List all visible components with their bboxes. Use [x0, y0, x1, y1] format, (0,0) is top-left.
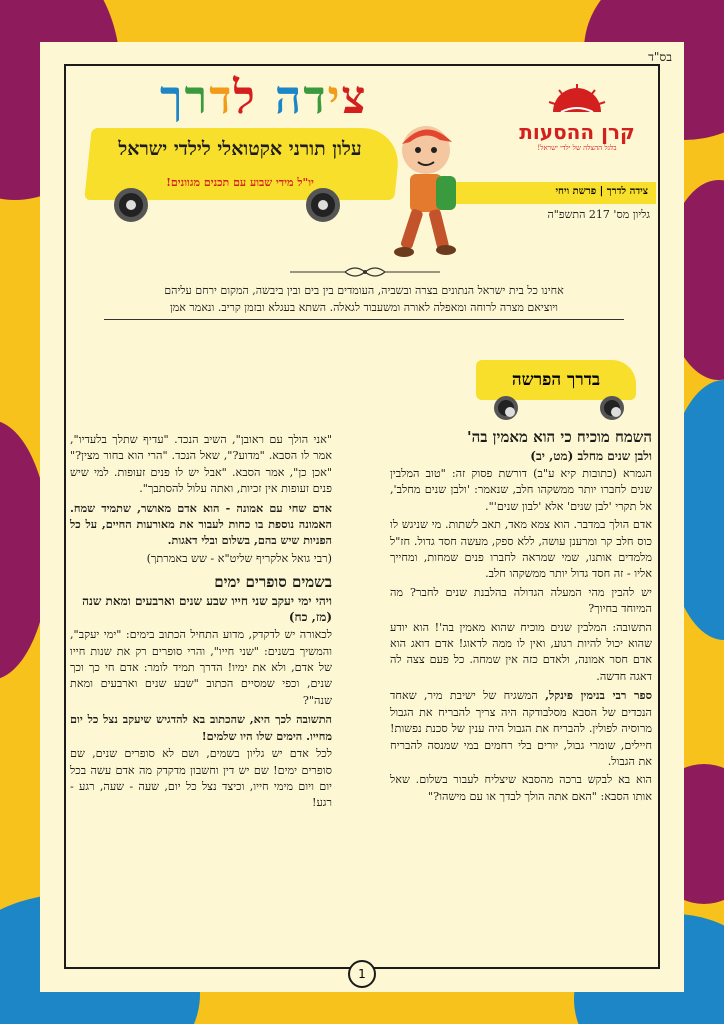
newsletter-page — [40, 42, 684, 992]
sunrise-book-icon — [547, 82, 607, 116]
title-letter: י — [327, 70, 342, 124]
page-number: 1 — [348, 960, 376, 988]
bold-paragraph: אדם שחי עם אמונה - הוא אדם מאושר, שתמיד שמח. האמונה נוספת בו כחות לעבור את מאורעות החיים, על כל הפניות שיש בהם, בשלום ובלי דאגות. — [70, 500, 332, 548]
section-badge: בדרך הפרשה — [476, 360, 636, 400]
article-heading: בשמים סופרים ימים — [214, 573, 332, 592]
paragraph: "אני הולך עם ראובן", השיב הנכד. "עדיף שתלך בלעדיו", אמר לו הסבא. "מדוע?", שאל הנכד. "הרי הוא בחור מצין?" "אכן כן", אמר הסבא. "אבל יש לו פנים זעופות. למי שיש פנים זעופות אין זכיות, ואתה עלול להסתבך". — [70, 433, 332, 496]
wheel-icon — [114, 188, 148, 222]
title-letter: ד — [303, 70, 328, 124]
title-logo — [80, 70, 430, 250]
org-tagline: בלגל ההצלה של ילדי ישראל! — [537, 144, 617, 152]
paragraph: הוא בא לבקש ברכה מהסבא שיצליח לעבור בשלום. שאל אותו הסבא: "האם אתה הולך לבדך או עם מישהו?" — [390, 773, 652, 803]
paragraph: אדם הולך במדבר. הוא צמא מאד, תאב לשתות. מי שניגש לו כוס חלב קר ומרענן עושה, ללא ספק, מעשה חסד גדול. חז"ל מלמדים אותנו, שמי שמראה לחברו פנים שמחות, ומחייך אליו - זה חסד גדול יותר ממשקהו חלב. — [390, 518, 652, 581]
wheel-icon — [494, 396, 518, 420]
paragraph: הגמרא (כתובות קיא ע"ב) דורשת פסוק זה: "טוב המלבין שנים לחברו יותר ממשקהו חלב, שנאמר: 'ולבן שנים מחלב', אל תקרי 'לבן שנים' אלא 'לבון שנים'". — [390, 467, 652, 513]
title-letter: ך — [160, 70, 185, 124]
issue-bar: צידה לדרך | פרשת ויחי — [456, 182, 656, 204]
brand-title — [160, 70, 368, 124]
prayer-block — [104, 282, 624, 316]
ornament-divider-icon — [290, 264, 440, 280]
paragraph: לכל אדם יש גליון בשמים, ושם לא סופרים שנים, שם סופרים ימים! שם יש דין וחשבון מדקדק מה אדם עשה בכל יום ויום מימי חייו, וכיצד נצל כל יום, שעה - שעה, רגע - רגע! — [70, 747, 332, 810]
verse-subheading: ולבן שנים מחלב (מט, יב) — [530, 449, 652, 463]
title-letter: ר — [184, 70, 210, 124]
prayer-line: אחינו כל בית ישראל הנתונים בצרה ובשביה, העומדים בין בים ובין ביבשה, המקום ירחם עליהם — [164, 284, 564, 297]
article-heading: השמח מוכיח כי הוא מאמין בה' — [467, 428, 652, 446]
paragraph: התשובה: המלבין שנים מוכיח שהוא מאמין בה'! הוא יודע שהוא יכול להיות רגוע, ואין לו ממה לדאוג! אדם דואג הוא אדם חסר אמונה, ולאדם כזה אין שמחה. כל פעם צצה לה דאגה חדשה. — [390, 620, 652, 683]
wheel-icon — [600, 396, 624, 420]
prayer-line: ויוציאם מצרה לרוחה ומאפלה לאורה ומשעבוד לגאלה. השתא בעגלא ובזמן קריב. ונאמר אמן — [169, 301, 558, 314]
issue-number: גליון מס' 217 התשפ"ה — [547, 208, 650, 221]
paragraph: לכאורה יש לדקדק, מדוע התחיל הכתוב בימים: "ימי יעקב", והמשיך בשנים: "שני חייו", והרי סופרים רק את שנות חייו של אדם, ולא את ימיו! הדרך תמיד לומר: אדם חי כך וכך שנים, וכפי שמסיים הכתוב "שבע שנים וארבעים ומאת שנה"? — [70, 628, 332, 707]
title-letter: ה — [274, 70, 304, 124]
bsd-mark: בס"ד — [648, 50, 672, 64]
subslogan: יו"ל מידי שבוע עם תכנים מגוונים! — [166, 176, 314, 189]
title-letter: ד — [209, 70, 234, 124]
paragraph — [390, 687, 652, 770]
paragraph-text: המשגיח של ישיבת מיר, שאחד הנכדים של הסבא מסלבודקה היה צריך להבריח את הגבול מרוסיה לפולין. להבריח את הגבול היה ענין של סכנת נפשות! חיילים, שומרי גבול, יורים בלי רחמים במי שמנסה להבריח את הגבול. — [390, 689, 652, 768]
paragraph: יש להבין מהי המעלה הגדולה בהלבנת שנים לחבר? מה המיוחד בחיוך? — [390, 585, 652, 616]
bold-lead: ספר רבי בנימין פינקל, — [545, 688, 652, 703]
org-name: קרן ההסעות — [519, 120, 635, 144]
title-letter: צ — [341, 70, 368, 124]
article-right-column — [390, 428, 652, 807]
source-citation: (רבי גואל אלקריף שליט"א - שש באמרתך) — [146, 551, 332, 565]
title-letter: ל — [233, 70, 257, 124]
org-logo — [512, 82, 642, 172]
divider — [104, 319, 624, 320]
article-left-column — [70, 432, 332, 814]
wheel-icon — [306, 188, 340, 222]
title-letter — [257, 70, 275, 124]
slogan: עלון תורני אקטואלי לילדי ישראל — [118, 138, 362, 160]
verse-subheading: ויהי ימי יעקב שני חייו שבע שנים וארבעים ומאת שנה (מז, כח) — [82, 594, 332, 625]
bold-paragraph: התשובה לכך היא, שהכתוב בא להדגיש שיעקב נצל כל יום מחייו. הימים שלו היו שלמים! — [70, 712, 332, 743]
